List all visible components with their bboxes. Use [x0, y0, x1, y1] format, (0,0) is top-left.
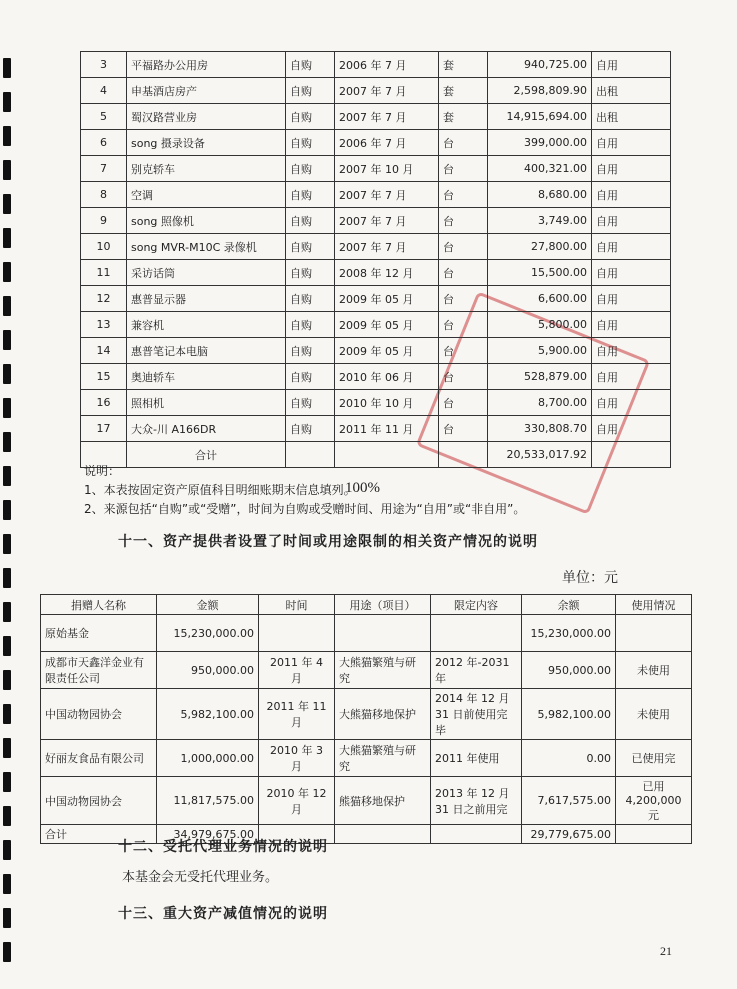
asset-name: song MVR-M10C 录像机: [127, 234, 286, 260]
donation-balance: 950,000.00: [522, 652, 616, 689]
donation-limit: 2011 年使用: [431, 740, 522, 777]
asset-value: 5,800.00: [488, 312, 592, 338]
asset-no: 12: [81, 286, 127, 312]
asset-row: [81, 364, 671, 390]
asset-date: 2007 年 7 月: [335, 78, 439, 104]
donation-donor: 好丽友食品有限公司: [41, 740, 157, 777]
donation-row: [41, 740, 692, 777]
donation-donor: 中国动物园协会: [41, 689, 157, 740]
col-time: 时间: [259, 595, 335, 615]
asset-date: 2008 年 12 月: [335, 260, 439, 286]
donation-amount: 1,000,000.00: [157, 740, 259, 777]
donation-purpose: 大熊猫繁殖与研究: [335, 740, 431, 777]
asset-date: 2007 年 10 月: [335, 156, 439, 182]
asset-name: 采访话筒: [127, 260, 286, 286]
asset-source: 自购: [286, 130, 335, 156]
donation-donor: 成都市天鑫洋金业有限责任公司: [41, 652, 157, 689]
asset-value: 528,879.00: [488, 364, 592, 390]
donation-total-balance: 29,779,675.00: [522, 825, 616, 844]
asset-source: 自购: [286, 312, 335, 338]
asset-row: [81, 260, 671, 286]
section12-body: 本基金会无受托代理业务。: [122, 870, 279, 885]
notes-title: 说明：: [84, 464, 121, 478]
asset-no: 11: [81, 260, 127, 286]
asset-date: 2009 年 05 月: [335, 312, 439, 338]
asset-source: 自购: [286, 182, 335, 208]
asset-unit: 台: [439, 130, 488, 156]
asset-name: 空调: [127, 182, 286, 208]
asset-date: 2006 年 7 月: [335, 52, 439, 78]
asset-unit: 台: [439, 312, 488, 338]
asset-use: 自用: [592, 338, 671, 364]
asset-row: [81, 208, 671, 234]
asset-use: 自用: [592, 416, 671, 442]
asset-row: [81, 234, 671, 260]
donation-balance: 15,230,000.00: [522, 615, 616, 652]
asset-source: 自购: [286, 286, 335, 312]
asset-name: 别克轿车: [127, 156, 286, 182]
asset-name: 兼容机: [127, 312, 286, 338]
asset-no: 6: [81, 130, 127, 156]
asset-unit: 台: [439, 234, 488, 260]
asset-value: 14,915,694.00: [488, 104, 592, 130]
col-purpose: 用途（项目）: [335, 595, 431, 615]
notes-line2: 2、来源包括“自购”或“受赠”，时间为自购或受赠时间、用途为“自用”或“非自用”。: [84, 502, 526, 516]
asset-row: [81, 156, 671, 182]
donation-total-amount: 34,979,675.00: [157, 825, 259, 844]
asset-no: 16: [81, 390, 127, 416]
asset-name: 照相机: [127, 390, 286, 416]
asset-unit: 台: [439, 208, 488, 234]
binding-holes: [0, 0, 14, 989]
asset-use: 自用: [592, 312, 671, 338]
asset-unit: 套: [439, 78, 488, 104]
donation-amount: 5,982,100.00: [157, 689, 259, 740]
asset-use: 自用: [592, 130, 671, 156]
asset-value: 15,500.00: [488, 260, 592, 286]
asset-no: 3: [81, 52, 127, 78]
notes-line1: 1、本表按固定资产原值科目明细账期末信息填列。: [84, 483, 356, 497]
asset-row: [81, 104, 671, 130]
col-status: 使用情况: [616, 595, 692, 615]
asset-date: 2009 年 05 月: [335, 338, 439, 364]
col-balance: 余额: [522, 595, 616, 615]
donation-balance: 7,617,575.00: [522, 777, 616, 825]
donation-time: 2011 年 4 月: [259, 652, 335, 689]
asset-no: 5: [81, 104, 127, 130]
col-amount: 金额: [157, 595, 259, 615]
asset-source: 自购: [286, 78, 335, 104]
asset-row: [81, 416, 671, 442]
donation-limit: 2014 年 12 月 31 日前使用完毕: [431, 689, 522, 740]
asset-source: 自购: [286, 104, 335, 130]
col-donor: 捐赠人名称: [41, 595, 157, 615]
asset-name: 奥迪轿车: [127, 364, 286, 390]
asset-name: 惠普显示器: [127, 286, 286, 312]
asset-value: 400,321.00: [488, 156, 592, 182]
asset-no: 4: [81, 78, 127, 104]
asset-no: 7: [81, 156, 127, 182]
donation-status: [616, 615, 692, 652]
asset-row: [81, 78, 671, 104]
asset-date: 2009 年 05 月: [335, 286, 439, 312]
total-label: 合计: [127, 442, 286, 468]
asset-value: 8,700.00: [488, 390, 592, 416]
donation-status: 未使用: [616, 689, 692, 740]
asset-value: 330,808.70: [488, 416, 592, 442]
donation-balance: 0.00: [522, 740, 616, 777]
asset-use: 自用: [592, 260, 671, 286]
asset-no: 8: [81, 182, 127, 208]
asset-value: 8,680.00: [488, 182, 592, 208]
asset-value: 3,749.00: [488, 208, 592, 234]
asset-value: 940,725.00: [488, 52, 592, 78]
asset-row: [81, 286, 671, 312]
asset-unit: 台: [439, 364, 488, 390]
asset-name: 申基酒店房产: [127, 78, 286, 104]
asset-no: 13: [81, 312, 127, 338]
asset-row: [81, 338, 671, 364]
asset-no: 14: [81, 338, 127, 364]
fixed-asset-table: [80, 51, 671, 468]
asset-date: 2011 年 11 月: [335, 416, 439, 442]
donation-balance: 5,982,100.00: [522, 689, 616, 740]
asset-date: 2007 年 7 月: [335, 208, 439, 234]
asset-use: 自用: [592, 52, 671, 78]
asset-source: 自购: [286, 260, 335, 286]
asset-row: [81, 312, 671, 338]
asset-value: 399,000.00: [488, 130, 592, 156]
donation-status: 已用 4,200,000 元: [616, 777, 692, 825]
donation-time: 2010 年 3 月: [259, 740, 335, 777]
asset-value: 6,600.00: [488, 286, 592, 312]
asset-source: 自购: [286, 156, 335, 182]
asset-unit: 套: [439, 104, 488, 130]
donation-amount: 15,230,000.00: [157, 615, 259, 652]
donation-purpose: [335, 615, 431, 652]
asset-value: 27,800.00: [488, 234, 592, 260]
notes: [84, 462, 525, 519]
asset-unit: 台: [439, 390, 488, 416]
asset-unit: 台: [439, 156, 488, 182]
asset-unit: 台: [439, 182, 488, 208]
total-value: 20,533,017.92: [488, 442, 592, 468]
asset-row: [81, 130, 671, 156]
donation-row: [41, 615, 692, 652]
donation-limit: 2012 年-2031 年: [431, 652, 522, 689]
donation-time: 2011 年 11 月: [259, 689, 335, 740]
asset-row: [81, 52, 671, 78]
donation-row: [41, 689, 692, 740]
asset-unit: 台: [439, 260, 488, 286]
asset-unit: 台: [439, 338, 488, 364]
asset-use: 出租: [592, 104, 671, 130]
asset-use: 自用: [592, 208, 671, 234]
donation-limit: [431, 615, 522, 652]
donation-header-row: [41, 595, 692, 615]
page-number: 21: [660, 944, 672, 958]
donation-purpose: 大熊猫繁殖与研究: [335, 652, 431, 689]
asset-unit: 台: [439, 416, 488, 442]
donation-purpose: 大熊猫移地保护: [335, 689, 431, 740]
section13-title: 十三、重大资产减值情况的说明: [118, 906, 328, 922]
asset-source: 自购: [286, 364, 335, 390]
donation-status: 未使用: [616, 652, 692, 689]
donation-purpose: 熊猫移地保护: [335, 777, 431, 825]
asset-no: 10: [81, 234, 127, 260]
donation-limit: 2013 年 12 月 31 日之前用完: [431, 777, 522, 825]
asset-date: 2007 年 7 月: [335, 234, 439, 260]
donation-total-label: 合计: [41, 825, 157, 844]
zoom-overlay-text: 100%: [345, 480, 380, 496]
asset-date: 2010 年 06 月: [335, 364, 439, 390]
asset-use: 自用: [592, 390, 671, 416]
section11-title: 十一、资产提供者设置了时间或用途限制的相关资产情况的说明: [118, 534, 538, 550]
unit-label: 单位：元: [562, 570, 618, 586]
asset-source: 自购: [286, 338, 335, 364]
asset-use: 自用: [592, 234, 671, 260]
asset-name: 惠普笔记本电脑: [127, 338, 286, 364]
donation-amount: 950,000.00: [157, 652, 259, 689]
asset-unit: 台: [439, 286, 488, 312]
donation-row: [41, 777, 692, 825]
asset-no: 17: [81, 416, 127, 442]
asset-date: 2007 年 7 月: [335, 104, 439, 130]
donation-table: [40, 594, 692, 844]
asset-source: 自购: [286, 390, 335, 416]
asset-use: 自用: [592, 364, 671, 390]
donation-donor: 中国动物园协会: [41, 777, 157, 825]
asset-source: 自购: [286, 416, 335, 442]
asset-source: 自购: [286, 208, 335, 234]
asset-date: 2007 年 7 月: [335, 182, 439, 208]
asset-name: 平福路办公用房: [127, 52, 286, 78]
asset-date: 2006 年 7 月: [335, 130, 439, 156]
asset-use: 自用: [592, 156, 671, 182]
asset-unit: 套: [439, 52, 488, 78]
asset-use: 自用: [592, 182, 671, 208]
asset-name: song 照像机: [127, 208, 286, 234]
asset-source: 自购: [286, 234, 335, 260]
donation-time: 2010 年 12 月: [259, 777, 335, 825]
donation-time: [259, 615, 335, 652]
asset-use: 自用: [592, 286, 671, 312]
asset-name: 蜀汉路营业房: [127, 104, 286, 130]
donation-donor: 原始基金: [41, 615, 157, 652]
asset-source: 自购: [286, 52, 335, 78]
donation-amount: 11,817,575.00: [157, 777, 259, 825]
asset-no: 9: [81, 208, 127, 234]
asset-name: 大众-川 A166DR: [127, 416, 286, 442]
donation-row: [41, 652, 692, 689]
col-limit: 限定内容: [431, 595, 522, 615]
asset-use: 出租: [592, 78, 671, 104]
asset-date: 2010 年 10 月: [335, 390, 439, 416]
asset-value: 2,598,809.90: [488, 78, 592, 104]
asset-no: 15: [81, 364, 127, 390]
asset-name: song 摄录设备: [127, 130, 286, 156]
section12-title: 十二、受托代理业务情况的说明: [118, 839, 328, 855]
asset-row: [81, 390, 671, 416]
asset-value: 5,900.00: [488, 338, 592, 364]
donation-status: 已使用完: [616, 740, 692, 777]
asset-row: [81, 182, 671, 208]
